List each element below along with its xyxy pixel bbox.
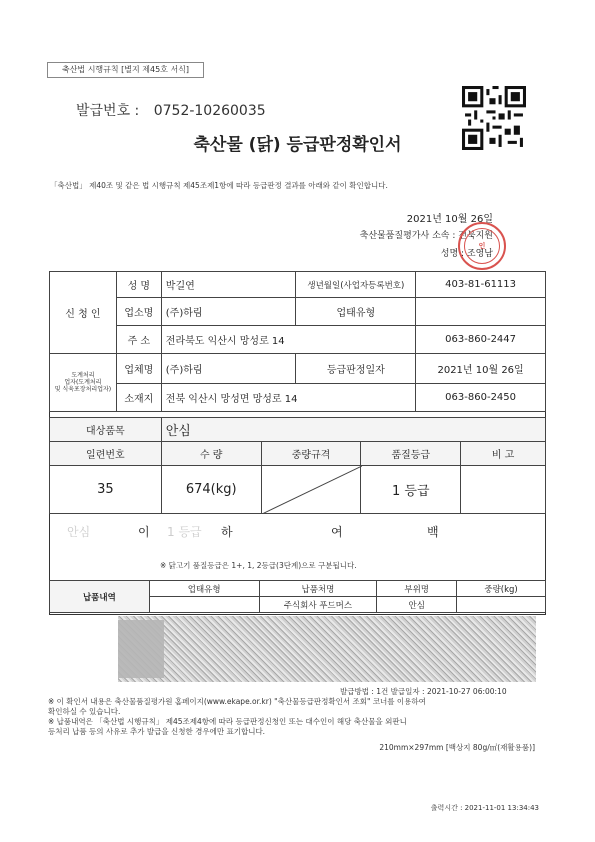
header-weight-spec: 중량규격	[261, 442, 361, 466]
plant-phone: 063-860-2450	[416, 384, 546, 412]
document-title: 축산물 (닭) 등급판정확인서	[193, 135, 402, 155]
print-time: 출력시간 : 2021-11-01 13:34:43	[430, 804, 539, 812]
applicant-phone: 063-860-2447	[416, 326, 546, 354]
serial-number: 35	[50, 466, 162, 514]
grading-date: 2021년 10월 26일	[416, 354, 546, 384]
watermark-char-4: 백	[427, 525, 439, 539]
business-type-label: 업태유형	[296, 298, 416, 326]
grader-affiliation: 축산물품질평가사 소속 : 전북지원	[359, 231, 493, 241]
address-label: 주 소	[116, 326, 161, 354]
grading-date-label: 등급판정일자	[296, 354, 416, 384]
header-remarks: 비 고	[461, 442, 546, 466]
faded-item: 안심	[67, 525, 91, 539]
plant-address-label: 소재지	[116, 384, 161, 412]
business-name: (주)하림	[161, 298, 296, 326]
delivery-part: 안심	[377, 597, 457, 613]
header-quantity: 수 량	[161, 442, 261, 466]
plant-name: (주)하림	[161, 354, 296, 384]
plant-address: 전북 익산시 망성면 망성로 14	[161, 384, 415, 412]
delivery-header-weight: 중량(kg)	[457, 581, 546, 597]
delivery-header-recipient: 납품처명	[259, 581, 377, 597]
footnote-4: 등처리 납품 등의 사유로 추가 발급을 신청한 경우에만 표기합니다.	[48, 727, 266, 736]
quality-grade: 1 등급	[361, 466, 461, 514]
anti-copy-pattern-row	[49, 520, 546, 542]
delivery-weight	[457, 597, 546, 613]
issue-number-label: 발급번호 :	[76, 103, 140, 119]
security-mark	[118, 620, 164, 678]
target-value: 안심	[161, 418, 545, 442]
official-seal-icon	[458, 222, 506, 270]
issue-date: 2021년 10월 26일	[406, 214, 493, 225]
delivery-header-type: 업태유형	[149, 581, 259, 597]
header-quality-grade: 품질등급	[361, 442, 461, 466]
delivery-type	[149, 597, 259, 613]
anti-counterfeit-pattern	[118, 616, 536, 682]
footnote-1: ※ 이 확인서 내용은 축산물품질평가원 홈페이지(www.ekape.or.kr) "축산물등급판정확인서 조회" 코너를 이용하여	[48, 697, 426, 706]
birth-value: 403-81-61113	[416, 272, 546, 298]
delivery-table	[49, 580, 546, 613]
watermark-char-3: 여	[331, 525, 343, 539]
quantity: 674(kg)	[161, 466, 261, 514]
issue-number-line	[76, 100, 266, 120]
faded-grade: 1 등급	[167, 525, 202, 539]
diagonal-strike	[262, 466, 362, 514]
plant-name-label: 업체명	[116, 354, 161, 384]
paper-spec: 210mm×297mm [백상지 80g/㎡(재활용품)]	[379, 743, 535, 752]
remarks	[461, 466, 546, 514]
watermark-char-1: 이	[138, 525, 150, 539]
grade-note: ※ 닭고기 품질등급은 1+, 1, 2등급(3단계)으로 구분됩니다.	[160, 561, 357, 570]
issue-number: 0752-10260035	[153, 103, 266, 119]
seal-text: 인	[464, 228, 500, 264]
applicant-section-label: 신 청 인	[50, 272, 117, 354]
applicant-table	[49, 271, 546, 412]
business-label: 업소명	[116, 298, 161, 326]
target-label: 대상품목	[50, 418, 162, 442]
applicant-address: 전라북도 익산시 망성로 14	[161, 326, 415, 354]
weight-spec-cell	[261, 466, 361, 514]
statement-text: 「축산법」 제40조 및 같은 법 시행규칙 제45조제1항에 따라 등급판정 결과를 아래와 같이 확인합니다.	[50, 181, 388, 190]
business-type-value	[416, 298, 546, 326]
grade-table	[49, 417, 546, 514]
header-serial: 일련번호	[50, 442, 162, 466]
plant-section-label: 도계처리 업자(도계처리 및 식육포장처리업자)	[50, 354, 117, 412]
footnote-3: ※ 납품내역은 「축산법 시행규칙」 제45조제4항에 따라 등급판정신청인 또는 대수인이 해당 축산물을 외판니	[48, 717, 407, 726]
delivery-label: 납품내역	[50, 581, 150, 613]
form-label: 축산법 시행규칙 [별지 제45호 서식]	[47, 62, 204, 78]
name-label: 성 명	[116, 272, 161, 298]
birth-label: 생년월일(사업자등록번호)	[296, 272, 416, 298]
footnote-2: 확인하실 수 있습니다.	[48, 707, 121, 716]
applicant-name: 박길연	[161, 272, 296, 298]
delivery-recipient: 주식회사 푸드머스	[259, 597, 377, 613]
watermark-char-2: 하	[221, 525, 233, 539]
delivery-header-part: 부위명	[377, 581, 457, 597]
issue-meta: 발급방법 : 1건 발급일자 : 2021-10-27 06:00:10	[340, 687, 507, 696]
grader-name: 성명 : 조영남	[440, 249, 493, 259]
